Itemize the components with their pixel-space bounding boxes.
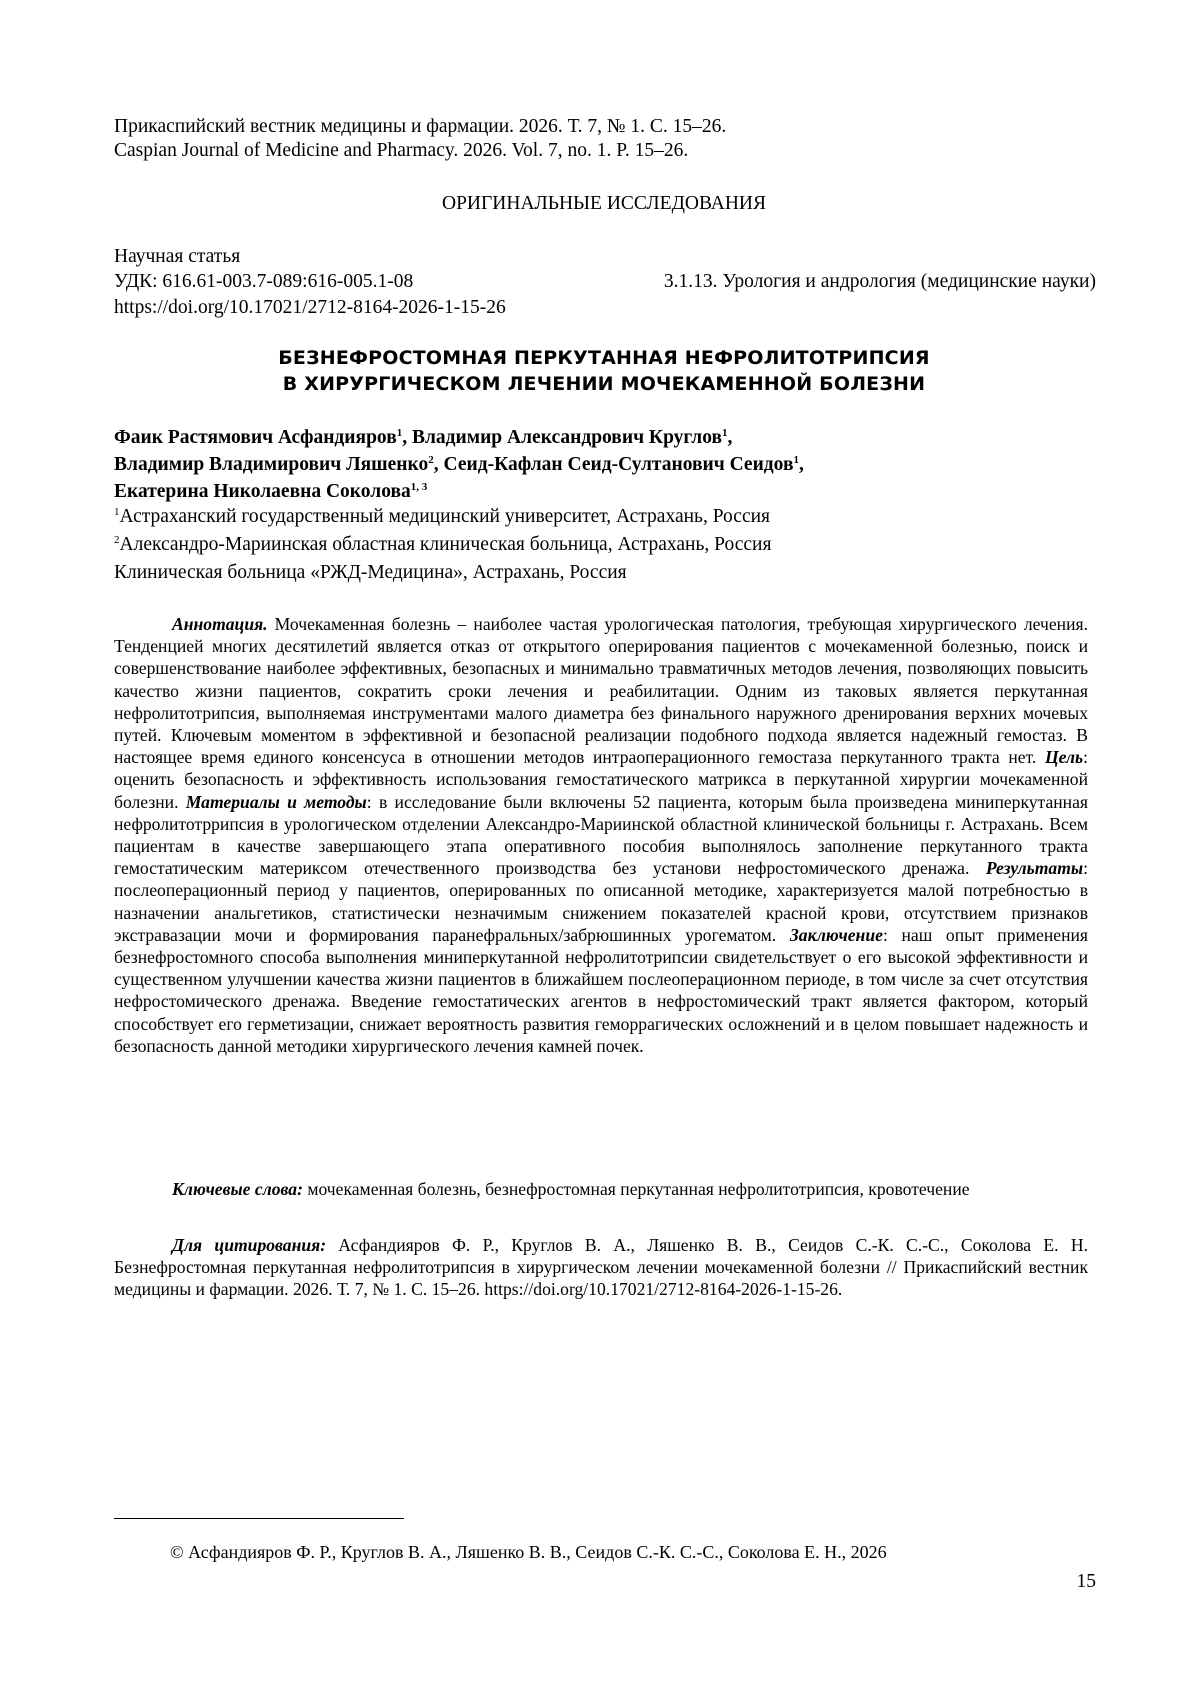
title-line-1: БЕЗНЕФРОСТОМНАЯ ПЕРКУТАННАЯ НЕФРОЛИТОТРИПСИЯ [278,347,930,369]
goal-label: Цель [1044,747,1084,768]
results-text: : послеоперационный период у пациентов, оперированных по описанной методике, характеризуется малой потребностью в назначении анальгетиков, статистически незначимым снижением показателей красной крови, отсутствием признаков экстравазации мочи и формирования паранефральных/забрюшинных урогематом. [114,858,1088,945]
goal-text: : оценить безопасность и эффективность использования гемостатического матрикса в перкутанной хирургии мочекаменной болезни. [114,747,1088,812]
title-line-2: В ХИРУРГИЧЕСКОМ ЛЕЧЕНИИ МОЧЕКАМЕННОЙ БОЛЕЗНИ [282,373,926,395]
author-list [114,424,1104,505]
affiliation-item: $^2$Александро-Мариинская областная клиническая больница, Астрахань, Россия [114,534,772,555]
authors-line-3 [114,478,1104,505]
article-type: Научная статья [114,246,241,267]
specialty-code: 3.1.13. Урология и андрология (медицинские науки) [663,271,1096,292]
author-affiliation-mark: 1 [793,454,799,466]
keywords-text: мочекаменная болезнь, безнефростомная перкутанная нефролитотрипсия, кровотечение [302,1179,970,1199]
abstract-label: Аннотация. [172,614,268,634]
article-title [114,345,1094,397]
copyright-notice: © Асфандияров Ф. Р., Круглов В. А., Ляшенко В. В., Сеидов С.-К. С.-С., Соколова Е. Н., 2026 [170,1542,887,1562]
conclusion-label: Заключение [789,924,883,945]
footnote-divider [114,1518,404,1519]
keywords-label: Ключевые слова: [172,1179,303,1199]
methods-text: : в исследование были включены 52 пациента, которым была произведена миниперкутанная нефролитотррипсия в урологическом отделении Александро-Мариинской областной клинической больницы г. Астрахань. Всем пациентам в качестве завершающего этапа оперативного пособия выполнялось заполнение перкутанного тракта гемостатическим материксом отечественного производства без установи нефростомического дренажа. [114,791,1089,879]
affiliation-list [114,505,1104,585]
author-affiliation-mark: 1 [396,427,403,439]
author-name: Владимир Александрович Круглов [411,427,723,448]
methods-label: Материалы и методы [185,791,367,812]
citation-text: Асфандияров Ф. Р., Круглов В. А., Ляшенко В. В., Сеидов С.-К. С.-С., Соколова Е. Н. Безнефростомная перкутанная нефролитотрипсия в хирургическом лечении мочекаменной болезни // Прикаспийский вестник медицины и фармации. 2026. Т. 7, № 1. С. 15–26. https://doi.org/10.17021/2712-8164-2026-1-15-26. [114,1235,1089,1300]
journal-ref-en: Caspian Journal of Medicine and Pharmacy. 2026. Vol. 7, no. 1. P. 15–26. [114,140,689,161]
abstract [114,613,1088,1057]
author-name: Екатерина Николаевна Соколова [114,481,411,502]
citation-label: Для цитирования: [172,1235,327,1255]
doi-link[interactable]: https://doi.org/10.17021/2712-8164-2026-1-15-26 [114,297,506,318]
author-name: Владимир Владимирович Ляшенко [114,454,429,475]
page-number: 15 [1076,1571,1096,1592]
authors-line-1: Фаик Растямович Асфандияров$^1$, Владимир Александрович Круглов$^1$, [114,427,733,448]
authors-line-2: Владимир Владимирович Ляшенко$^2$, Сеид-Кафлан Сеид-Султанович Сеидов$^1$, [114,454,804,475]
keywords [114,1178,1088,1200]
author-name: Фаик Растямович Асфандияров [114,427,397,448]
affiliation-item: $^1$Астраханский государственный медицинский университет, Астрахань, Россия [114,506,770,527]
results-label: Результаты [985,858,1084,879]
author-affiliation-mark: 2 [428,454,434,466]
conclusion-text: : наш опыт применения безнефростомного способа выполнения миниперкутанной нефролитотрипсии свидетельствует о его высокой эффективности и существенном улучшении качества жизни пациентов в ближайшем послеоперационном периоде, в том числе за счет отсутствия нефростомического дренажа. Введение гемостатических агентов в нефростомический тракт является фактором, который способствует его герметизации, снижает вероятность развития геморрагических осложнений и в целом повышает надежность и безопасность данной методики хирургического лечения камней почек. [114,924,1089,1056]
author-affiliation-mark: 1 [722,427,728,439]
udc-code: УДК: 616.61-003.7-089:616-005.1-08 [114,271,414,292]
affiliation-item: Клиническая больница «РЖД-Медицина», Астрахань, Россия [114,562,627,583]
abstract-intro: Мочекаменная болезнь – наиболее частая урологическая патология, требующая хирургического лечения. Тенденцией многих десятилетий является отказ от открытого оперирования пациентов с мочекаменной болезнью, поиск и совершенствование наиболее эффективных, безопасных и минимально травматичных методов лечения, позволяющих повысить качество жизни пациентов, сократить сроки лечения и реабилитации. Одним из таковых является перкутанная нефролитотрипсия, выполняемая инструментами малого диаметра без финального наружного дренирования верхних мочевых путей. Ключевым моментом в эффективной и безопасной реализации подобного подхода является надежный гемостаз. В настоящее время единого консенсуса в отношении методов интраоперационного гемостаза перкутанного тракта нет. [114,614,1088,768]
citation [114,1234,1088,1301]
author-affiliation-mark: 1, 3 [410,481,428,493]
journal-header [114,115,1114,163]
section-heading: ОРИГИНАЛЬНЫЕ ИССЛЕДОВАНИЯ [442,193,766,214]
journal-ref-ru: Прикаспийский вестник медицины и фармации. 2026. Т. 7, № 1. С. 15–26. [114,116,727,137]
author-name: Сеид-Кафлан Сеид-Султанович Сеидов [443,454,794,475]
